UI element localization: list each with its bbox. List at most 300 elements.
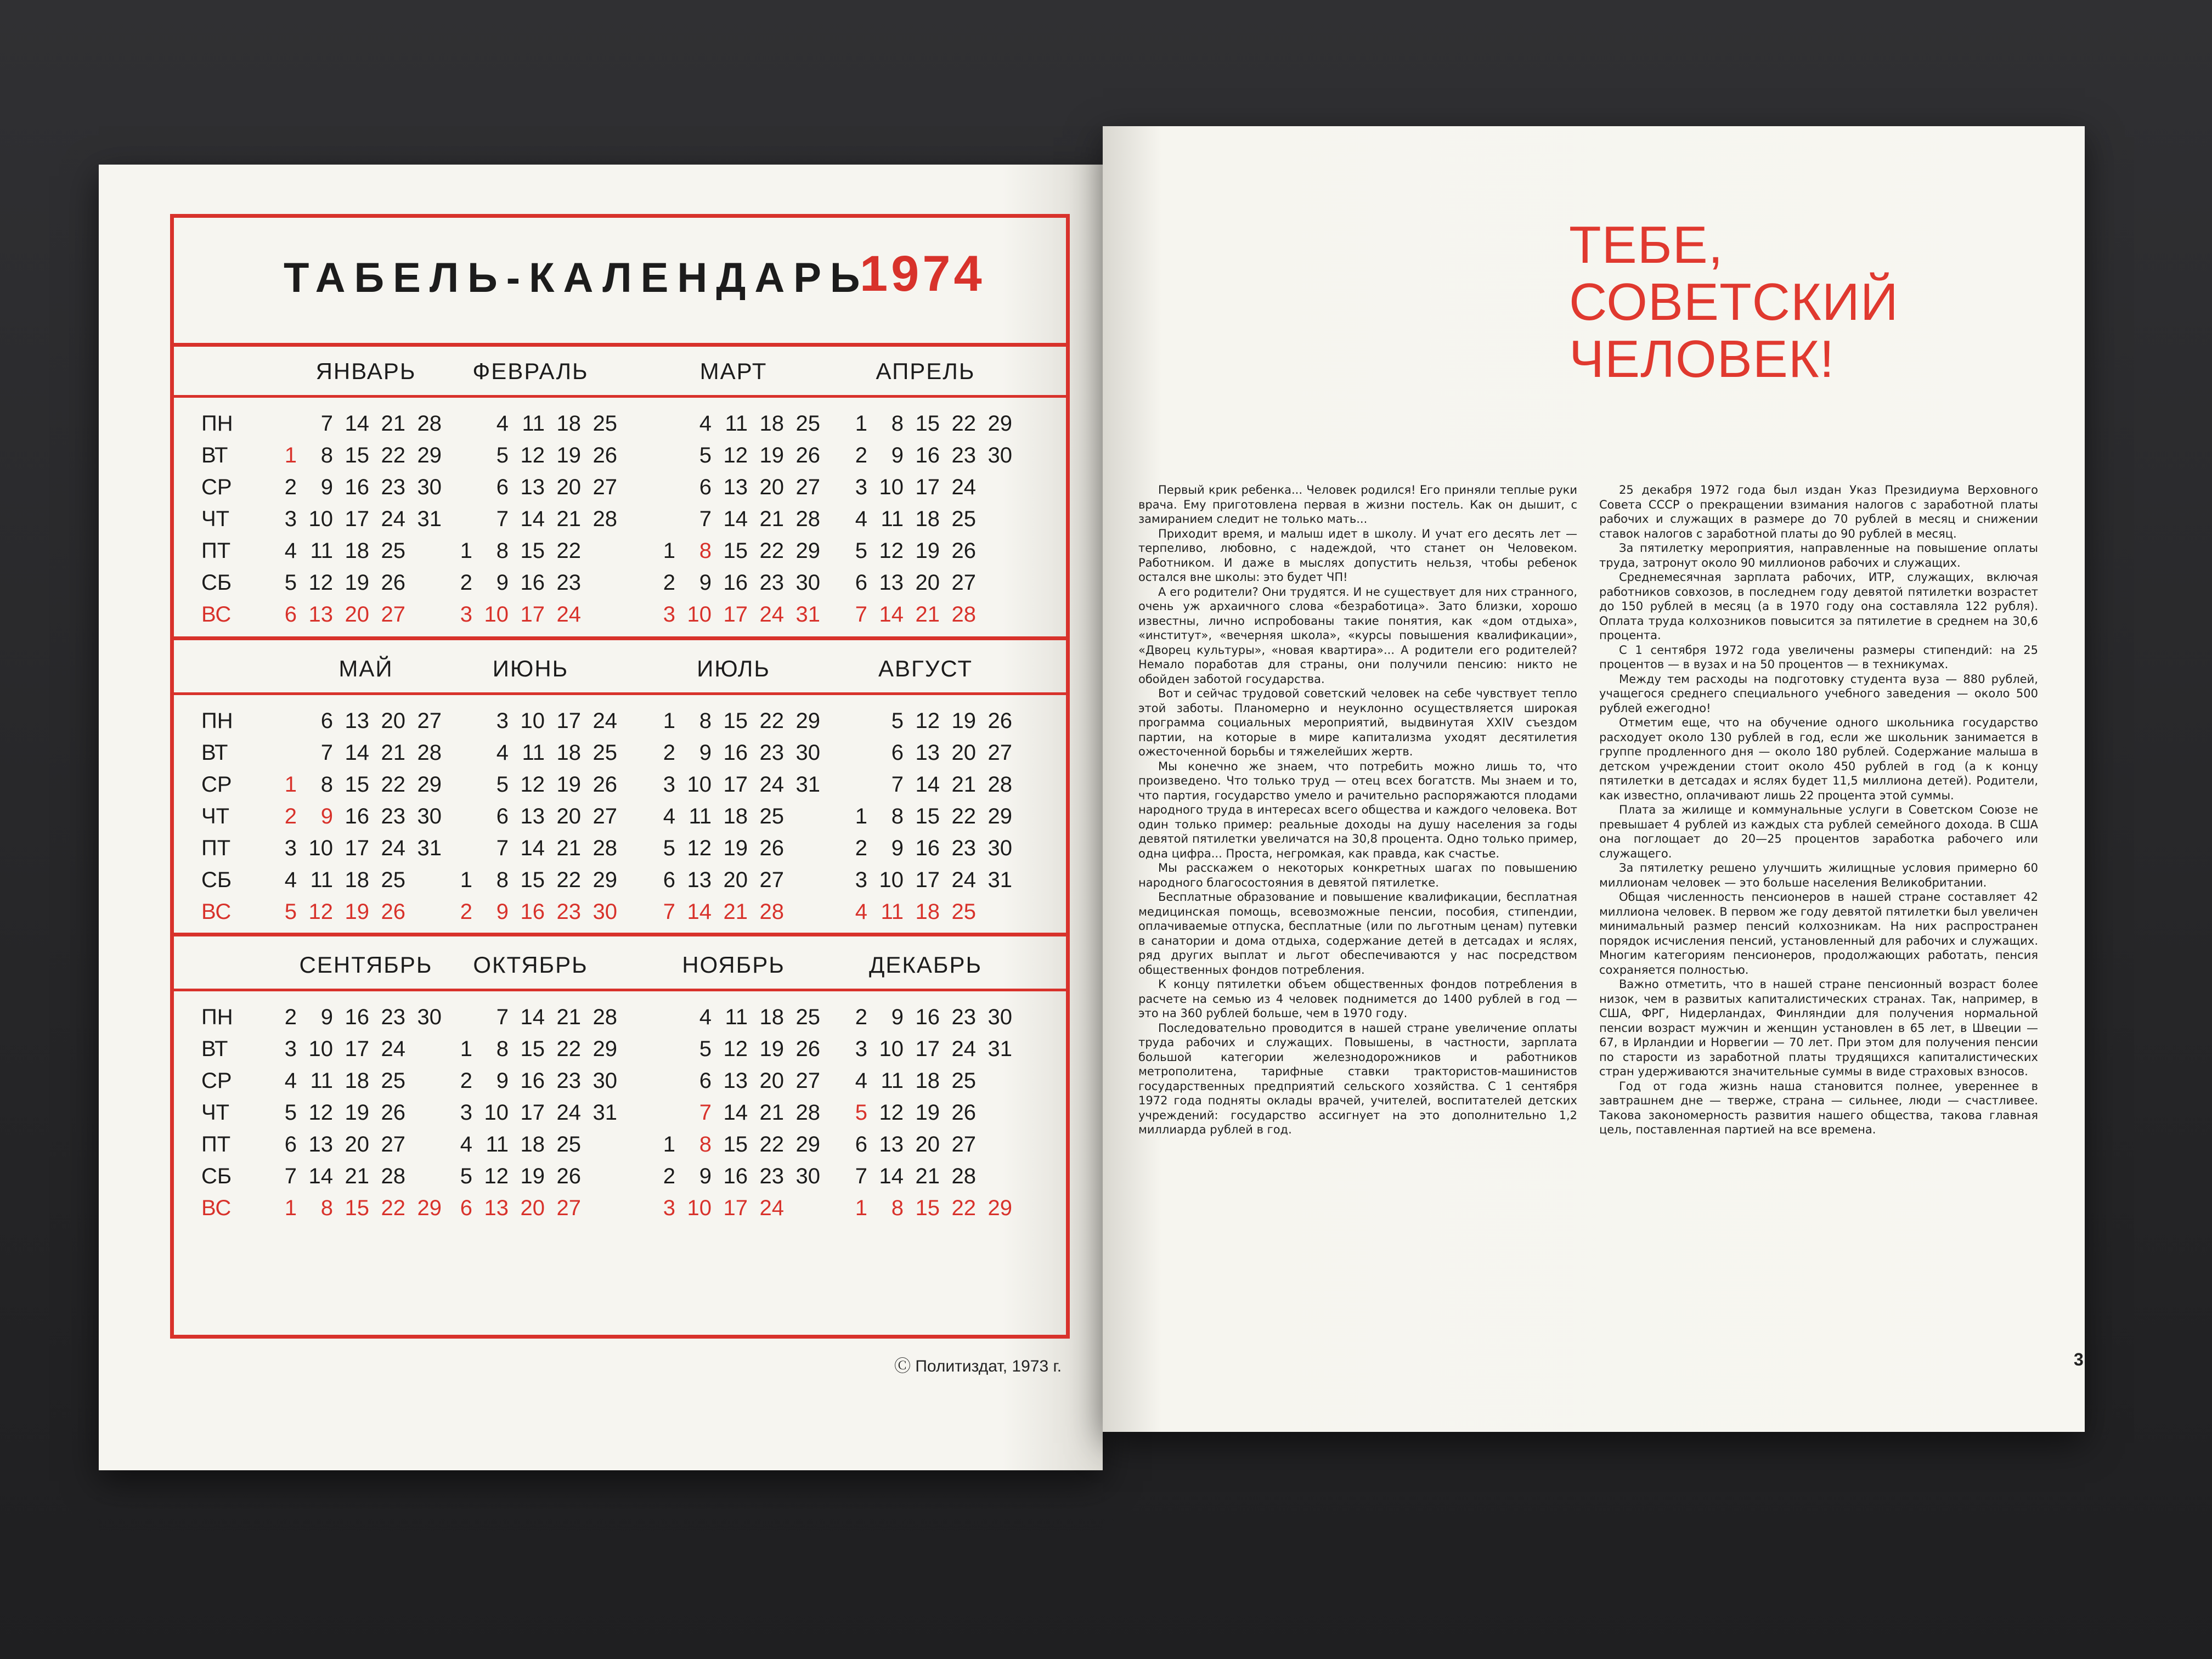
calendar-day: 22 — [759, 1132, 784, 1156]
calendar-day: 26 — [795, 1037, 820, 1061]
calendar-day: 27 — [795, 1069, 820, 1093]
article-column-1 — [1138, 483, 1577, 1137]
calendar-day: 21 — [381, 411, 405, 436]
calendar-day: 30 — [988, 443, 1012, 467]
calendar-day: 13 — [484, 1196, 509, 1220]
calendar-day: 2 — [460, 1069, 472, 1093]
calendar-day: 20 — [723, 868, 748, 892]
calendar-day: 2 — [855, 443, 867, 467]
weekday-label: ВС — [201, 900, 232, 924]
article-paragraph: А его родители? Они трудятся. И не существует для них странного, очень уж архаичного слова «безработица». Зато близки, хорошо известны, лично испробованы такие понятия, как «дом отдыха», «институт», «вечерняя школа», «курсы повышения квалификации», «Дворец культуры», «новая квартира»... А родители его родителей? Немало поработав для страны, они получили пенсию: никто не обойден заботой государства. — [1138, 585, 1577, 686]
calendar-day: 9 — [891, 443, 904, 467]
calendar-day: 6 — [284, 1132, 297, 1156]
month-name: ОКТЯБРЬ — [473, 952, 588, 978]
calendar-day: 3 — [460, 1101, 472, 1125]
article-paragraph: Вот и сейчас трудовой советский человек на себе чувствует тепло этой заботы. Планомерно и неуклонно осуществляется широкая программа социальных мероприятий, выдвинутая XXIV съездом партии, на которые в мире капитализма уходят десятилетия ожесточенной борьбы и тяжелейших жертв. — [1138, 687, 1577, 758]
article-paragraph: Плата за жилище и коммунальные услуги в Советском Союзе не превышает 4 рублей из каждых ста рублей семейного дохода. В США она поглощает до 20—25 процентов заработка рабочего или служащего. — [1599, 803, 2038, 860]
calendar-day: 12 — [879, 539, 904, 563]
calendar-day: 27 — [951, 571, 976, 595]
calendar-day: 8 — [496, 539, 509, 563]
calendar-day: 20 — [915, 571, 940, 595]
calendar-year: 1974 — [860, 246, 985, 302]
calendar-day: 29 — [988, 1196, 1012, 1220]
calendar-day: 23 — [381, 475, 405, 499]
calendar-day: 7 — [699, 507, 712, 531]
calendar-day: 14 — [915, 772, 940, 797]
headline-line: ЧЕЛОВЕК! — [1569, 330, 1835, 388]
calendar-day: 8 — [699, 709, 712, 733]
calendar-day: 30 — [795, 1164, 820, 1188]
calendar-day: 9 — [496, 571, 509, 595]
calendar-day: 11 — [689, 804, 712, 828]
calendar-day: 15 — [915, 411, 940, 436]
calendar-day: 22 — [556, 1037, 581, 1061]
calendar-day: 27 — [759, 868, 784, 892]
calendar-day: 17 — [345, 507, 369, 531]
calendar-day: 20 — [759, 475, 784, 499]
calendar-day: 6 — [699, 1069, 712, 1093]
calendar-day: 12 — [308, 1101, 333, 1125]
calendar-day: 5 — [891, 709, 904, 733]
calendar-day: 25 — [381, 868, 405, 892]
calendar-day: 30 — [988, 1005, 1012, 1029]
calendar-day: 25 — [381, 1069, 405, 1093]
calendar-day: 3 — [284, 836, 297, 860]
calendar-day: 1 — [460, 868, 472, 892]
calendar-day: 16 — [345, 1005, 369, 1029]
calendar-day: 30 — [592, 900, 617, 924]
calendar-day: 17 — [345, 1037, 369, 1061]
calendar-day: 23 — [759, 741, 784, 765]
weekday-label: ВС — [201, 1196, 232, 1220]
calendar-day: 14 — [345, 741, 369, 765]
calendar-day: 9 — [699, 1164, 712, 1188]
calendar-day: 14 — [723, 507, 748, 531]
calendar-day: 25 — [951, 507, 976, 531]
calendar-day: 4 — [699, 1005, 712, 1029]
headline-line: СОВЕТСКИЙ — [1569, 273, 1899, 331]
calendar-day: 10 — [879, 475, 904, 499]
calendar-day: 28 — [592, 836, 617, 860]
calendar-day: 6 — [284, 602, 297, 627]
calendar-day: 1 — [284, 772, 297, 797]
calendar-day: 20 — [345, 602, 369, 627]
calendar-day: 20 — [345, 1132, 369, 1156]
calendar-day: 26 — [951, 1101, 976, 1125]
calendar-day: 13 — [520, 804, 545, 828]
calendar-day: 3 — [284, 1037, 297, 1061]
calendar-day: 28 — [759, 900, 784, 924]
calendar-day: 13 — [723, 1069, 748, 1093]
calendar-day: 7 — [663, 900, 675, 924]
calendar-day: 22 — [951, 1196, 976, 1220]
calendar-day: 26 — [592, 443, 617, 467]
calendar-day: 26 — [592, 772, 617, 797]
calendar-day: 30 — [417, 804, 442, 828]
calendar-day: 30 — [592, 1069, 617, 1093]
month-name: ДЕКАБРЬ — [868, 952, 983, 978]
calendar-day: 1 — [855, 411, 867, 436]
calendar-day: 25 — [795, 1005, 820, 1029]
calendar-day: 7 — [699, 1101, 712, 1125]
calendar-day: 13 — [879, 571, 904, 595]
calendar-day: 24 — [759, 772, 784, 797]
calendar-day: 3 — [663, 772, 675, 797]
calendar-day: 7 — [496, 507, 509, 531]
calendar-day: 14 — [520, 1005, 545, 1029]
calendar-day: 10 — [879, 1037, 904, 1061]
calendar-day: 10 — [484, 1101, 509, 1125]
calendar-day: 18 — [345, 539, 369, 563]
calendar-day: 27 — [592, 804, 617, 828]
calendar-day: 24 — [951, 475, 976, 499]
calendar-day: 6 — [891, 741, 904, 765]
calendar-day: 6 — [663, 868, 675, 892]
calendar-day: 25 — [951, 1069, 976, 1093]
calendar-day: 4 — [663, 804, 675, 828]
article-paragraph: Последовательно проводится в нашей стране увеличение оплаты труда рабочих и служащих. Повышены, в частности, зарплата большой категории железнодорожников и работников метрополитена, тарифные ставки трактористов-машинистов государственных предприятий сельского хозяйства. С 1 сентября 1972 года подняты оклады врачей, учителей, воспитателей детских учреждений: государство ассигнует на это дополнительно 1,2 миллиарда рублей в год. — [1138, 1021, 1577, 1136]
article-paragraph: За пятилетку решено улучшить жилищные условия примерно 60 миллионам человек — это больше населения Великобритании. — [1599, 861, 2038, 889]
calendar-day: 23 — [556, 900, 581, 924]
calendar-day: 31 — [988, 868, 1012, 892]
calendar-day: 6 — [855, 571, 867, 595]
calendar-day: 24 — [951, 868, 976, 892]
calendar-day: 11 — [881, 1069, 904, 1093]
calendar-day: 27 — [988, 741, 1012, 765]
weekday-label: СР — [201, 1069, 232, 1093]
article-headline — [1569, 217, 1899, 388]
calendar-day: 20 — [915, 1132, 940, 1156]
calendar-day: 16 — [520, 571, 545, 595]
calendar-day: 13 — [308, 602, 333, 627]
calendar-day: 10 — [308, 836, 333, 860]
calendar-day: 23 — [381, 1005, 405, 1029]
calendar-day: 2 — [284, 1005, 297, 1029]
calendar-day: 16 — [345, 475, 369, 499]
calendar-day: 18 — [915, 1069, 940, 1093]
calendar-day: 29 — [592, 1037, 617, 1061]
calendar-day: 26 — [381, 1101, 405, 1125]
calendar-day: 22 — [381, 772, 405, 797]
calendar-day: 22 — [381, 1196, 405, 1220]
calendar-day: 25 — [381, 539, 405, 563]
calendar-day: 26 — [988, 709, 1012, 733]
calendar-day: 12 — [520, 443, 545, 467]
calendar-day: 14 — [879, 1164, 904, 1188]
calendar-day: 1 — [663, 1132, 675, 1156]
calendar-day: 15 — [723, 709, 748, 733]
calendar-day: 24 — [556, 1101, 581, 1125]
calendar-day: 18 — [345, 868, 369, 892]
calendar-day: 25 — [556, 1132, 581, 1156]
calendar-day: 10 — [687, 1196, 712, 1220]
calendar-day: 15 — [915, 804, 940, 828]
weekday-label: ЧТ — [201, 804, 230, 828]
calendar-day: 14 — [520, 507, 545, 531]
calendar-day: 24 — [759, 602, 784, 627]
calendar-day: 7 — [855, 602, 867, 627]
calendar-day: 3 — [855, 868, 867, 892]
calendar-day: 22 — [951, 411, 976, 436]
calendar-day: 17 — [723, 772, 748, 797]
month-name: ФЕВРАЛЬ — [472, 358, 589, 384]
calendar-title: ТАБЕЛЬ-КАЛЕНДАРЬ — [284, 255, 869, 301]
calendar-day: 5 — [699, 1037, 712, 1061]
calendar-day: 25 — [592, 741, 617, 765]
calendar-day: 25 — [795, 411, 820, 436]
weekday-label: ПН — [201, 1005, 233, 1029]
calendar-day: 2 — [663, 741, 675, 765]
calendar-day: 24 — [592, 709, 617, 733]
calendar-day: 14 — [723, 1101, 748, 1125]
calendar-day: 9 — [496, 1069, 509, 1093]
calendar-day: 17 — [345, 836, 369, 860]
calendar-day: 15 — [520, 868, 545, 892]
article-paragraph: 25 декабря 1972 года был издан Указ Президиума Верховного Совета СССР о прекращении взимания налогов с заработной платы рабочих и служащих в размере до 70 рублей в месяц и снижении ставок налогов с заработной платы до 90 рублей в месяц. — [1599, 483, 2038, 540]
calendar-day: 20 — [556, 804, 581, 828]
calendar-day: 4 — [284, 539, 297, 563]
calendar-day: 9 — [320, 804, 333, 828]
copyright-note: Ⓒ Политиздат, 1973 г. — [894, 1357, 1062, 1375]
article-column-2 — [1599, 483, 2038, 1137]
calendar-day: 10 — [308, 1037, 333, 1061]
calendar-day: 4 — [284, 868, 297, 892]
article-paragraph: Мы конечно же знаем, что потребить можно лишь то, что произведено. Что только труд — отец всех богатств. Мы знаем и то, что партия, государство умело и рачительно распоряжаются плодами народного труда в интересах всего общества и каждого человека. Вот один только пример: реальные доходы на душу населения за годы девятой пятилетки увеличатся на 30,8 процента. Одно только пример, одна цифра... Проста, негромкая, как правда, как счастье. — [1138, 759, 1577, 860]
calendar-day: 21 — [951, 772, 976, 797]
calendar-day: 3 — [460, 602, 472, 627]
article-paragraph: С 1 сентября 1972 года увеличены размеры стипендий: на 25 процентов — в вузах и на 50 процентов — в техникумах. — [1599, 643, 2038, 671]
calendar-day: 4 — [699, 411, 712, 436]
calendar-day: 1 — [855, 1196, 867, 1220]
calendar-day: 2 — [460, 571, 472, 595]
calendar-day: 18 — [759, 1005, 784, 1029]
calendar-day: 13 — [345, 709, 369, 733]
calendar-day: 11 — [881, 507, 904, 531]
calendar-day: 8 — [320, 772, 333, 797]
calendar-day: 25 — [592, 411, 617, 436]
article-paragraph: Отметим еще, что на обучение одного школьника государство расходует около 130 рублей в год, если же школьник занимается в группе продленного дня — около 180 рублей. Содержание малыша в детском учреждении стоит около 450 рублей в год (а к концу пятилетки в детсадах и яслях будет 11,5 миллиона детей). Родители, как известно, оплачивают лишь 22 процента этой суммы. — [1599, 716, 2038, 802]
calendar-day: 18 — [759, 411, 784, 436]
month-names-separator — [174, 692, 1066, 695]
calendar-day: 21 — [556, 836, 581, 860]
month-names-separator — [174, 395, 1066, 398]
article-paragraph: К концу пятилетки объем общественных фондов потребления в расчете на семью из 4 человек поднимется до 1400 рублей в год — это на 360 рублей больше, чем в 1970 году. — [1138, 978, 1577, 1020]
calendar-day: 5 — [284, 571, 297, 595]
calendar-day: 10 — [687, 602, 712, 627]
calendar-day: 1 — [855, 804, 867, 828]
calendar-day: 8 — [320, 443, 333, 467]
calendar-day: 31 — [795, 772, 820, 797]
calendar-day: 16 — [520, 900, 545, 924]
calendar-day: 17 — [915, 1037, 940, 1061]
calendar-day: 11 — [881, 900, 904, 924]
calendar-day: 4 — [855, 1069, 867, 1093]
calendar-day: 2 — [460, 900, 472, 924]
calendar-day: 28 — [417, 741, 442, 765]
weekday-label: СР — [201, 772, 232, 797]
calendar-day: 6 — [320, 709, 333, 733]
calendar-day: 19 — [915, 539, 940, 563]
calendar-day: 27 — [592, 475, 617, 499]
month-name: НОЯБРЬ — [682, 952, 785, 978]
calendar-day: 21 — [345, 1164, 369, 1188]
article-paragraph: Приходит время, и малыш идет в школу. И учат его десять лет — терпеливо, любовно, с надеждой, что станет он Человеком. Работником. И даже в мыслях допустить нельзя, чтобы ребенок остался вне школы: это будет ЧП! — [1138, 527, 1577, 584]
calendar-day: 31 — [417, 507, 442, 531]
calendar-day: 27 — [795, 475, 820, 499]
article-paragraph: Важно отметить, что в нашей стране пенсионный возраст более низок, чем в развитых капиталистических странах. Так, например, в США, ФРГ, Нидерландах, Финляндии для получения нормальной пенсии возраст мужчин и женщин установлен в 65 лет, в Швеции — 67, в Ирландии и Норвегии — 70 лет. При этом для получения пенсии по старости из заработной платы трудящихся капиталистических стран удерживаются значительные суммы в виде страховых взносов. — [1599, 978, 2038, 1078]
calendar-day: 23 — [381, 804, 405, 828]
weekday-label: ВТ — [201, 741, 228, 765]
calendar-day: 29 — [988, 411, 1012, 436]
calendar-day: 20 — [381, 709, 405, 733]
calendar-day: 28 — [988, 772, 1012, 797]
calendar-day: 22 — [951, 804, 976, 828]
calendar-day: 24 — [759, 1196, 784, 1220]
calendar-day: 22 — [556, 868, 581, 892]
calendar-day: 18 — [915, 900, 940, 924]
calendar-day: 5 — [855, 539, 867, 563]
calendar-day: 21 — [915, 602, 940, 627]
calendar-day: 24 — [951, 1037, 976, 1061]
calendar-day: 22 — [381, 443, 405, 467]
calendar-day: 24 — [381, 1037, 405, 1061]
month-name: ИЮНЬ — [492, 656, 569, 681]
calendar-day: 10 — [520, 709, 545, 733]
weekday-label: СБ — [201, 868, 232, 892]
calendar-day: 15 — [520, 1037, 545, 1061]
weekday-label: ПН — [201, 709, 233, 733]
calendar-day: 1 — [284, 443, 297, 467]
calendar-day: 11 — [310, 1069, 333, 1093]
weekday-label: СР — [201, 475, 232, 499]
calendar-day: 5 — [496, 443, 509, 467]
calendar-day: 22 — [556, 539, 581, 563]
weekday-label: СБ — [201, 571, 232, 595]
calendar-day: 23 — [556, 571, 581, 595]
calendar-day: 14 — [308, 1164, 333, 1188]
calendar-day: 5 — [284, 900, 297, 924]
calendar-day: 14 — [879, 602, 904, 627]
calendar-day: 29 — [417, 772, 442, 797]
article-paragraph: Первый крик ребенка... Человек родился! Его приняли теплые руки врача. Ему приготовлена первая в жизни постель. Как он дышит, с замиранием следит не только мать... — [1138, 483, 1577, 526]
calendar-day: 2 — [855, 1005, 867, 1029]
calendar-day: 25 — [759, 804, 784, 828]
calendar-day: 5 — [496, 772, 509, 797]
article-paragraph: За пятилетку мероприятия, направленные на повышение оплаты труда, затронут около 90 миллионов рабочих и служащих. — [1599, 541, 2038, 569]
calendar-day: 29 — [417, 1196, 442, 1220]
calendar-day: 9 — [320, 475, 333, 499]
calendar-day: 28 — [795, 1101, 820, 1125]
calendar-day: 26 — [795, 443, 820, 467]
calendar-day: 16 — [915, 1005, 940, 1029]
calendar-day: 27 — [381, 1132, 405, 1156]
calendar-day: 16 — [723, 1164, 748, 1188]
calendar-day: 11 — [725, 1005, 748, 1029]
calendar-day: 31 — [417, 836, 442, 860]
calendar-day: 7 — [855, 1164, 867, 1188]
calendar-day: 6 — [496, 804, 509, 828]
calendar-day: 18 — [520, 1132, 545, 1156]
calendar-day: 5 — [663, 836, 675, 860]
article-paragraph: Общая численность пенсионеров в нашей стране составляет 42 миллиона человек. В первом же году девятой пятилетки был увеличен минимальный размер пенсий колхозникам. На них распространен порядок исчисления пенсий, установленный для рабочих и служащих. Многим категориям пенсионеров, продолжающих работать, пенсия сохраняется полностью. — [1599, 890, 2038, 977]
calendar-day: 30 — [988, 836, 1012, 860]
calendar-day: 3 — [855, 475, 867, 499]
calendar-day: 15 — [345, 1196, 369, 1220]
weekday-label: ЧТ — [201, 507, 230, 531]
calendar-day: 16 — [345, 804, 369, 828]
calendar-day: 11 — [725, 411, 748, 436]
calendar-day: 17 — [556, 709, 581, 733]
calendar-day: 5 — [855, 1101, 867, 1125]
calendar-day: 19 — [345, 1101, 369, 1125]
calendar-day: 19 — [345, 571, 369, 595]
calendar-day: 6 — [699, 475, 712, 499]
calendar-day: 8 — [496, 868, 509, 892]
calendar-day: 27 — [951, 1132, 976, 1156]
calendar-day: 10 — [308, 507, 333, 531]
article-paragraph: Среднемесячная зарплата рабочих, ИТР, служащих, включая работников совхозов, в последнем году девятой пятилетки возрастет до 150 рублей в месяц (а в 1970 году она составляла 122 рубля). Оплата труда колхозников повысится за пятилетие в среднем на 30,6 процента. — [1599, 571, 2038, 642]
calendar-day: 3 — [663, 602, 675, 627]
calendar-day: 7 — [320, 411, 333, 436]
calendar-day: 19 — [759, 1037, 784, 1061]
calendar-day: 31 — [988, 1037, 1012, 1061]
calendar-day: 11 — [310, 868, 333, 892]
calendar-day: 29 — [795, 539, 820, 563]
calendar-day: 18 — [723, 804, 748, 828]
calendar-day: 26 — [951, 539, 976, 563]
calendar-day: 21 — [915, 1164, 940, 1188]
calendar-day: 16 — [915, 836, 940, 860]
calendar-header — [174, 218, 1066, 347]
weekday-label: ПТ — [201, 836, 231, 860]
calendar-day: 1 — [284, 1196, 297, 1220]
calendar-day: 3 — [496, 709, 509, 733]
month-name: ЯНВАРЬ — [315, 358, 416, 384]
calendar-day: 30 — [795, 741, 820, 765]
calendar-day: 2 — [663, 1164, 675, 1188]
calendar-frame — [170, 214, 1070, 1339]
calendar-day: 13 — [915, 741, 940, 765]
calendar-day: 10 — [484, 602, 509, 627]
calendar-day: 5 — [284, 1101, 297, 1125]
weekday-label: СБ — [201, 1164, 232, 1188]
calendar-day: 20 — [759, 1069, 784, 1093]
month-name: МАЙ — [338, 656, 393, 681]
month-name: АВГУСТ — [878, 656, 973, 681]
quarter-separator — [174, 636, 1066, 640]
calendar-day: 12 — [687, 836, 712, 860]
calendar-day: 12 — [879, 1101, 904, 1125]
calendar-day: 4 — [284, 1069, 297, 1093]
calendar-day: 29 — [417, 443, 442, 467]
weekday-label: ПН — [201, 411, 233, 436]
calendar-day: 17 — [915, 475, 940, 499]
calendar-day: 28 — [417, 411, 442, 436]
calendar-day: 23 — [759, 571, 784, 595]
calendar-day: 25 — [951, 900, 976, 924]
calendar-day: 23 — [556, 1069, 581, 1093]
calendar-day: 20 — [951, 741, 976, 765]
calendar-day: 8 — [891, 1196, 904, 1220]
calendar-day: 8 — [320, 1196, 333, 1220]
calendar-day: 21 — [723, 900, 748, 924]
calendar-day: 16 — [915, 443, 940, 467]
article-paragraph: Между тем расходы на подготовку студента вуза — 880 рублей, учащегося среднего специального учебного заведения — около 500 рублей ежегодно! — [1599, 672, 2038, 715]
calendar-day: 19 — [951, 709, 976, 733]
calendar-day: 4 — [496, 741, 509, 765]
calendar-day: 6 — [855, 1132, 867, 1156]
calendar-day: 13 — [879, 1132, 904, 1156]
